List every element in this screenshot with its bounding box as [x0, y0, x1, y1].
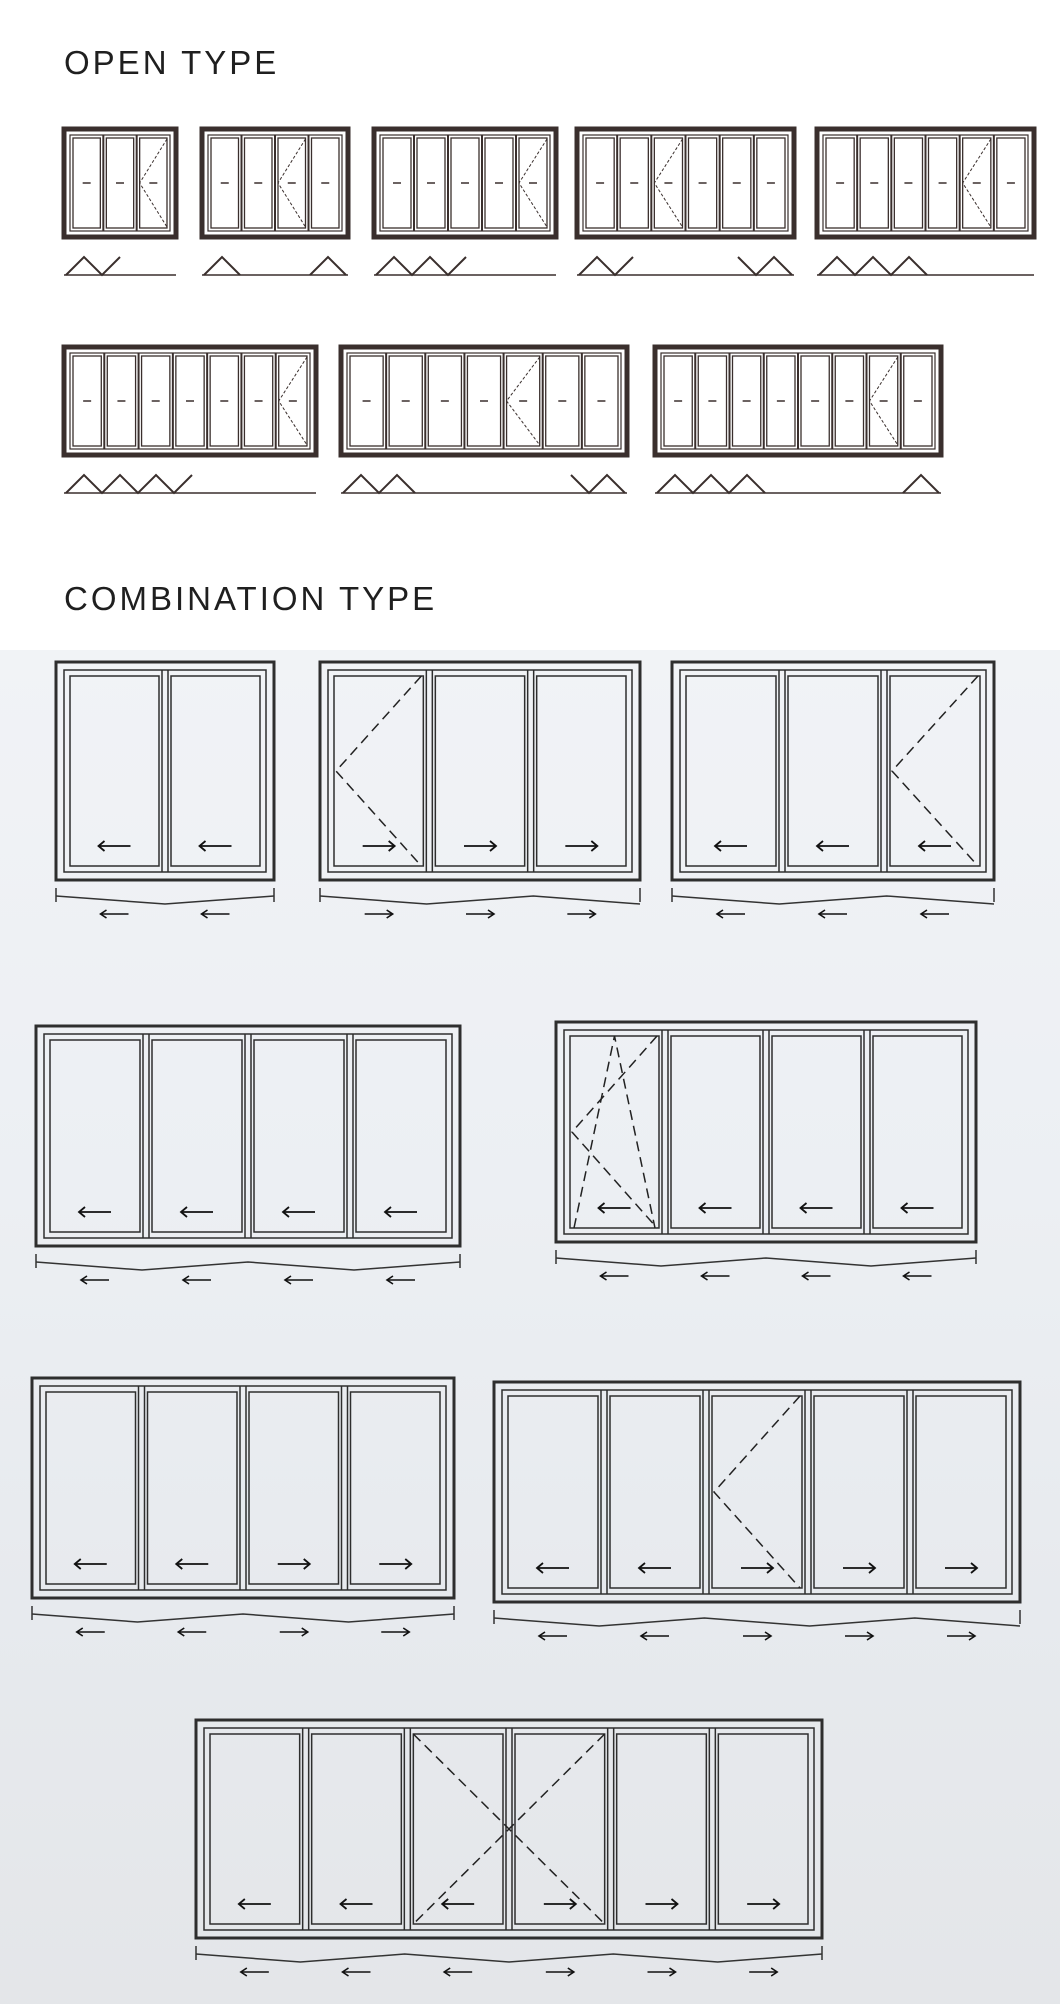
- door-panel: [312, 1734, 402, 1924]
- combination-door-6: [32, 1378, 454, 1636]
- combination-door-2: [320, 662, 640, 918]
- fold-zigzag: [310, 257, 346, 275]
- door-frame: [32, 1378, 454, 1598]
- door-inner-frame: [40, 1386, 446, 1590]
- door-panel: [210, 1734, 300, 1924]
- fold-track: [56, 896, 274, 904]
- door-frame: [36, 1026, 460, 1246]
- door-panel: [334, 676, 423, 866]
- door-inner-frame: [502, 1390, 1012, 1594]
- swing-indicator: [572, 1036, 657, 1228]
- door-panel: [515, 1734, 605, 1924]
- combination-door-4: [36, 1026, 460, 1284]
- combination-door-1: [56, 662, 274, 918]
- door-panel: [152, 1040, 242, 1232]
- door-panel: [890, 676, 980, 866]
- open-type-door-8: [655, 347, 941, 493]
- door-frame: [494, 1382, 1020, 1602]
- door-panel: [712, 1396, 802, 1588]
- fold-zigzag: [571, 475, 625, 493]
- swing-indicator: [714, 1396, 800, 1588]
- combination-door-8: [196, 1720, 822, 1976]
- open-type-door-4: [577, 129, 794, 275]
- fold-zigzag: [903, 475, 939, 493]
- door-panel: [50, 1040, 140, 1232]
- door-panel: [916, 1396, 1006, 1588]
- door-inner-frame: [328, 670, 632, 872]
- fold-track: [320, 896, 640, 904]
- combination-type-title: COMBINATION TYPE: [64, 580, 438, 617]
- door-panel: [873, 1036, 962, 1228]
- door-panel: [254, 1040, 344, 1232]
- open-type-title: OPEN TYPE: [64, 44, 280, 81]
- door-panel: [351, 1392, 441, 1584]
- door-panel: [249, 1392, 339, 1584]
- open-type-door-6: [64, 347, 316, 493]
- door-frame: [672, 662, 994, 880]
- fold-track: [494, 1618, 1020, 1626]
- door-panel: [70, 676, 159, 866]
- swing-indicator: [892, 676, 978, 866]
- door-panel: [617, 1734, 707, 1924]
- door-panel: [814, 1396, 904, 1588]
- door-panel: [413, 1734, 503, 1924]
- door-panel: [671, 1036, 760, 1228]
- fold-track: [36, 1262, 460, 1270]
- door-panel: [686, 676, 776, 866]
- swing-indicator: [336, 676, 421, 866]
- fold-zigzag: [738, 257, 792, 275]
- open-type-door-1: [64, 129, 176, 275]
- door-panel: [356, 1040, 446, 1232]
- fold-zigzag: [579, 257, 633, 275]
- fold-zigzag: [343, 475, 415, 493]
- door-inner-frame: [64, 670, 266, 872]
- fold-track: [32, 1614, 454, 1622]
- door-panel: [788, 676, 878, 866]
- door-panel: [610, 1396, 700, 1588]
- open-type-door-3: [374, 129, 556, 275]
- door-panel: [537, 676, 626, 866]
- door-panel: [508, 1396, 598, 1588]
- fold-zigzag: [66, 257, 120, 275]
- combination-door-3: [672, 662, 994, 918]
- fold-zigzag: [204, 257, 240, 275]
- door-frame: [320, 662, 640, 880]
- door-inner-frame: [680, 670, 986, 872]
- fold-zigzag: [819, 257, 927, 275]
- fold-zigzag: [66, 475, 192, 493]
- fold-track: [556, 1258, 976, 1266]
- door-panel: [718, 1734, 808, 1924]
- fold-zigzag: [657, 475, 765, 493]
- door-panel: [435, 676, 524, 866]
- open-type-door-5: [817, 129, 1034, 275]
- fold-track: [672, 896, 994, 904]
- open-type-door-2: [202, 129, 348, 275]
- door-panel: [46, 1392, 136, 1584]
- door-panel: [570, 1036, 659, 1228]
- door-panel: [148, 1392, 238, 1584]
- tilt-indicator: [574, 1036, 655, 1228]
- combination-door-7: [494, 1382, 1020, 1640]
- door-frame: [56, 662, 274, 880]
- fold-track: [196, 1954, 822, 1962]
- combination-door-5: [556, 1022, 976, 1280]
- fold-zigzag: [376, 257, 466, 275]
- open-type-door-7: [341, 347, 627, 493]
- door-panel: [171, 676, 260, 866]
- door-panel: [772, 1036, 861, 1228]
